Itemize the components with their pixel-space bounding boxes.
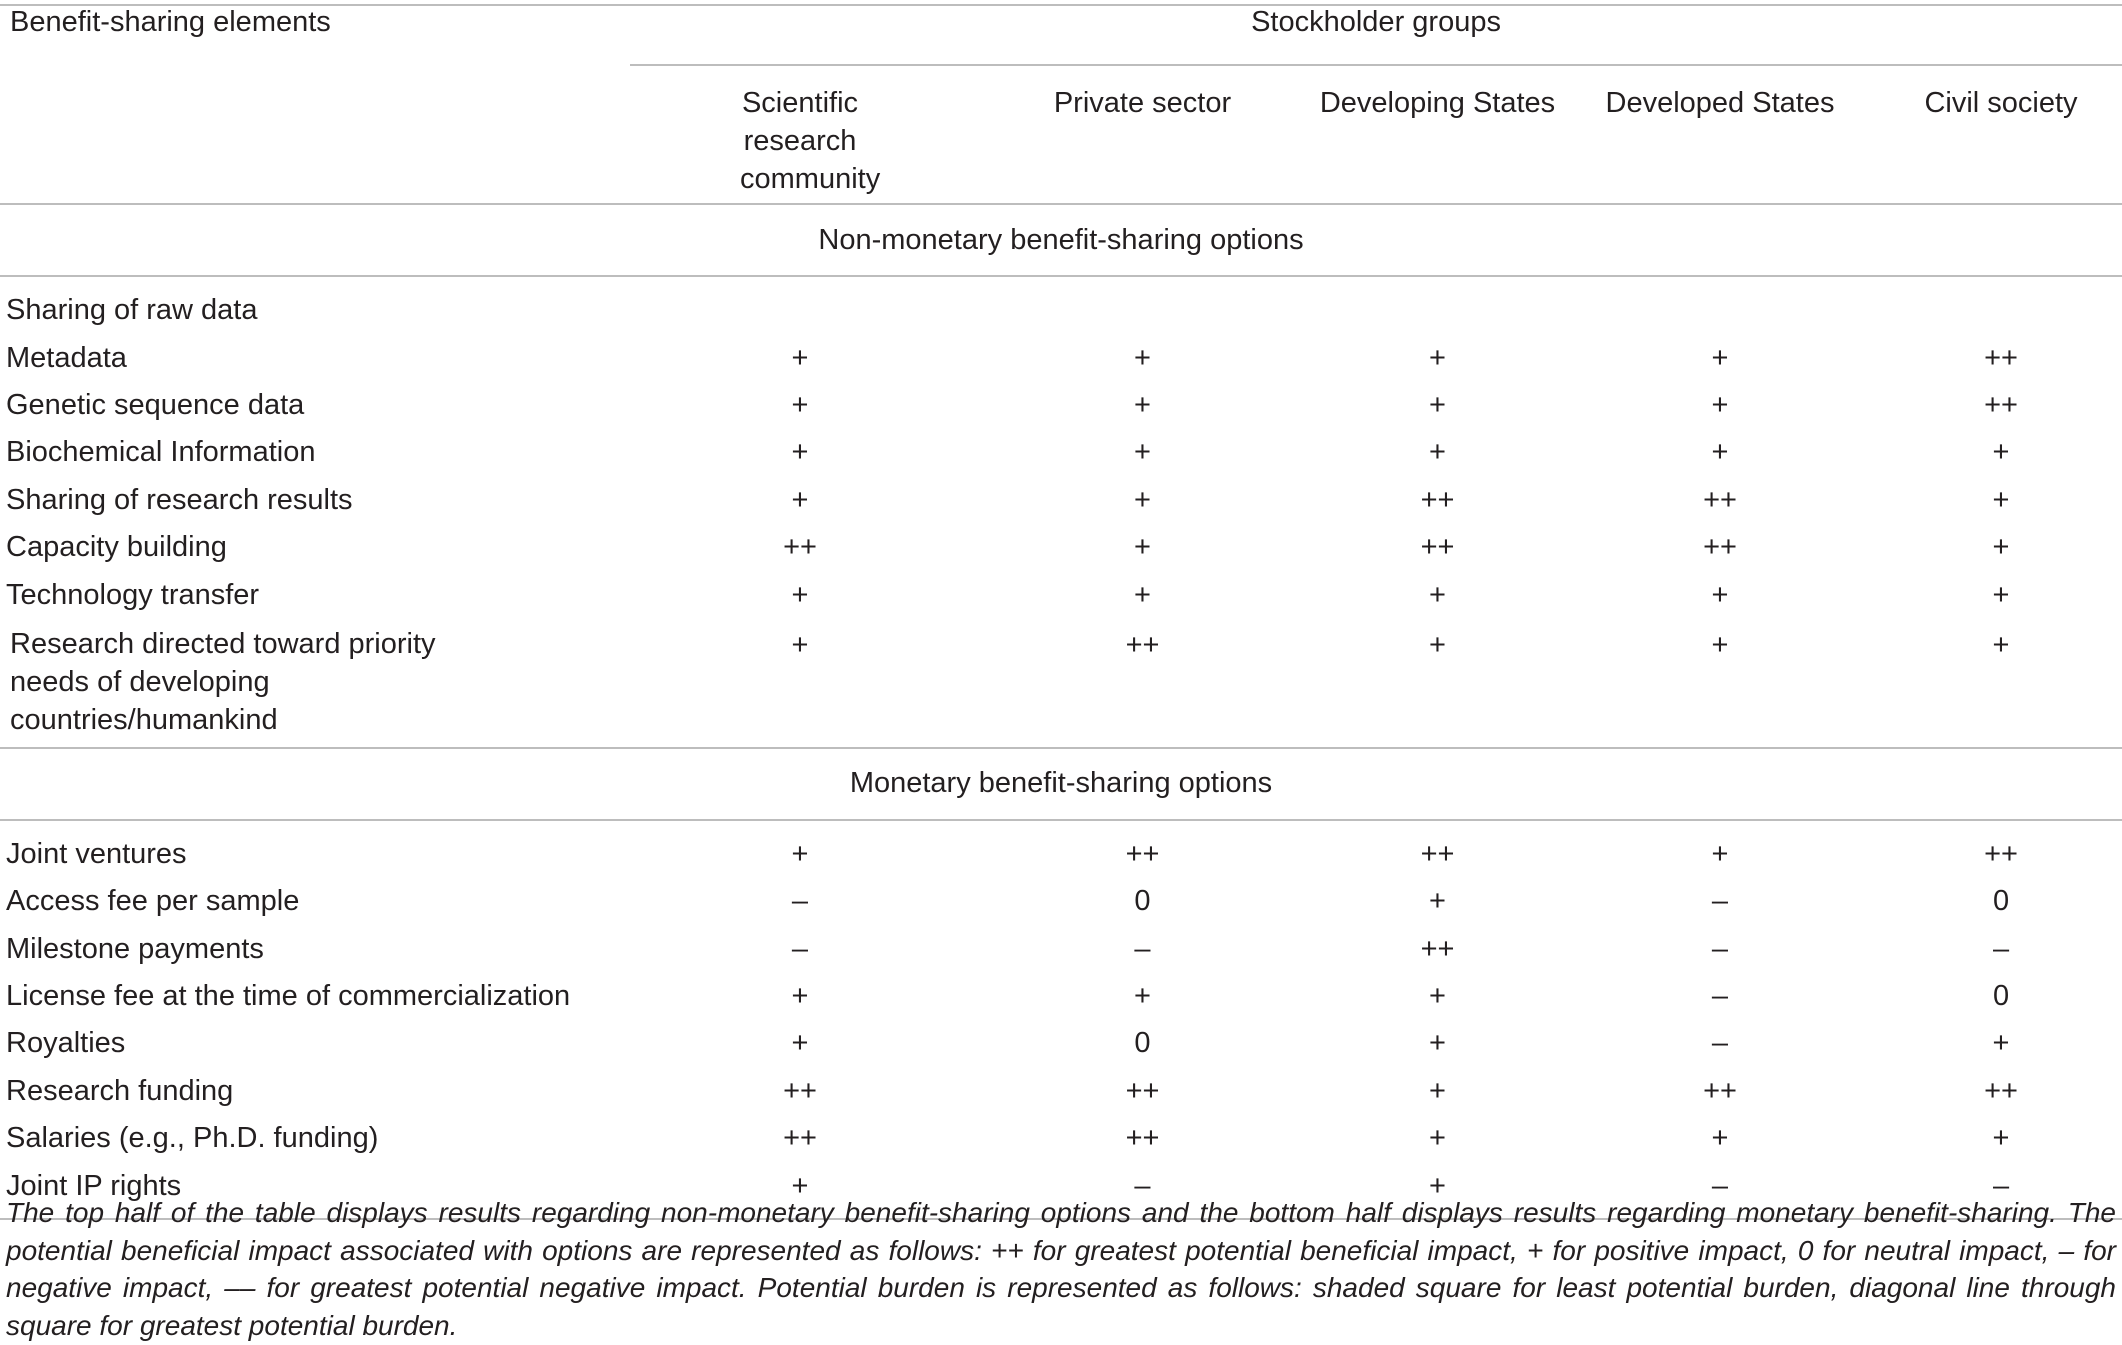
column-header-scientific-research-community: Scientific research community bbox=[740, 87, 881, 195]
table-row bbox=[0, 382, 2122, 429]
impact-cell: + bbox=[1134, 531, 1151, 564]
impact-cell: ++ bbox=[1984, 837, 2018, 870]
row-label: Milestone payments bbox=[6, 932, 264, 965]
row-label: Sharing of raw data bbox=[6, 294, 258, 327]
impact-cell: – bbox=[1711, 980, 1729, 1013]
row-label: Genetic sequence data bbox=[6, 388, 305, 421]
impact-cell: + bbox=[1711, 837, 1729, 870]
impact-cell: ++ bbox=[1125, 628, 1160, 661]
section-title: Non-monetary benefit-sharing options bbox=[0, 204, 2122, 276]
impact-cell: + bbox=[630, 1162, 970, 1218]
row-label: Salaries (e.g., Ph.D. funding) bbox=[6, 1122, 379, 1155]
impact-cell: + bbox=[1134, 388, 1151, 421]
impact-cell: – bbox=[1134, 932, 1151, 965]
impact-cell: + bbox=[1992, 1027, 2010, 1060]
impact-cell: ++ bbox=[1420, 837, 1455, 870]
impact-cell: + bbox=[1429, 578, 1446, 611]
impact-cell: 0 bbox=[1992, 980, 2010, 1013]
table-row bbox=[0, 973, 2122, 1020]
impact-cell: + bbox=[1429, 436, 1446, 469]
impact-cell: + bbox=[1711, 628, 1729, 661]
impact-cell: + bbox=[1315, 1162, 1560, 1218]
table-row bbox=[0, 477, 2122, 524]
impact-cell bbox=[1315, 276, 1560, 334]
impact-cell: + bbox=[791, 1027, 809, 1060]
header-spacer bbox=[0, 84, 630, 204]
impact-cell: + bbox=[1134, 483, 1151, 516]
table-row bbox=[0, 1068, 2122, 1115]
benefit-sharing-table bbox=[0, 4, 2122, 1220]
impact-cell: + bbox=[1992, 436, 2010, 469]
impact-cell: ++ bbox=[1125, 837, 1160, 870]
impact-cell: – bbox=[1711, 932, 1729, 965]
section-header-row bbox=[0, 204, 2122, 276]
impact-cell: ++ bbox=[1420, 531, 1455, 564]
impact-cell: – bbox=[1560, 1162, 1880, 1218]
impact-cell: + bbox=[1134, 980, 1151, 1013]
table-row bbox=[0, 878, 2122, 925]
impact-cell: ++ bbox=[783, 1122, 817, 1155]
impact-cell: – bbox=[791, 932, 809, 965]
impact-cell: ++ bbox=[1703, 483, 1737, 516]
impact-cell: + bbox=[1711, 341, 1729, 374]
impact-cell: ++ bbox=[1420, 932, 1455, 965]
column-header-developed-states: Developed States bbox=[1605, 87, 1835, 119]
impact-cell: + bbox=[1992, 531, 2010, 564]
groups-header-label: Stockholder groups bbox=[1251, 6, 1501, 38]
elements-header: Benefit-sharing elements bbox=[10, 6, 331, 38]
table-row bbox=[0, 524, 2122, 571]
impact-cell: ++ bbox=[1703, 1074, 1737, 1107]
impact-cell: + bbox=[791, 483, 809, 516]
impact-cell: + bbox=[1992, 1122, 2010, 1155]
impact-cell: + bbox=[1429, 1027, 1446, 1060]
impact-cell: ++ bbox=[1984, 1074, 2018, 1107]
groups-header-underline bbox=[630, 6, 2122, 66]
impact-cell: ++ bbox=[1984, 388, 2018, 421]
table-row bbox=[0, 1115, 2122, 1162]
column-header-private-sector: Private sector bbox=[1053, 87, 1232, 119]
impact-cell: ++ bbox=[1420, 483, 1455, 516]
column-header-civil-society: Civil society bbox=[1924, 87, 2078, 119]
impact-cell: + bbox=[1711, 1122, 1729, 1155]
impact-cell: + bbox=[1429, 980, 1446, 1013]
impact-cell: + bbox=[1711, 578, 1729, 611]
row-label: Sharing of research results bbox=[6, 483, 353, 516]
impact-cell: ++ bbox=[1703, 531, 1737, 564]
impact-cell: + bbox=[1992, 578, 2010, 611]
impact-cell: + bbox=[1134, 341, 1151, 374]
table-row bbox=[0, 926, 2122, 973]
impact-cell: ++ bbox=[783, 1074, 817, 1107]
row-label: Biochemical Information bbox=[6, 436, 316, 469]
impact-cell: – bbox=[791, 885, 809, 918]
row-label: Metadata bbox=[6, 341, 127, 374]
impact-cell: ++ bbox=[1125, 1122, 1160, 1155]
impact-cell: + bbox=[1711, 388, 1729, 421]
row-label: Joint ventures bbox=[6, 837, 187, 870]
impact-cell bbox=[630, 276, 970, 334]
row-label: Royalties bbox=[6, 1027, 126, 1060]
section-title: Monetary benefit-sharing options bbox=[0, 748, 2122, 820]
impact-cell: ++ bbox=[1125, 1074, 1160, 1107]
impact-cell: + bbox=[1992, 628, 2010, 661]
row-label: License fee at the time of commercialization bbox=[6, 980, 571, 1013]
table-row bbox=[0, 429, 2122, 476]
impact-cell: ++ bbox=[783, 531, 817, 564]
row-label: Joint IP rights bbox=[0, 1162, 630, 1218]
impact-cell: + bbox=[1134, 578, 1151, 611]
section-header-row bbox=[0, 748, 2122, 820]
impact-cell: + bbox=[791, 980, 809, 1013]
impact-cell: + bbox=[1134, 436, 1151, 469]
column-header-developing-states: Developing States bbox=[1319, 87, 1556, 119]
row-label: Access fee per sample bbox=[6, 885, 300, 918]
impact-cell: + bbox=[791, 341, 809, 374]
impact-cell: + bbox=[1429, 388, 1446, 421]
header-row-columns bbox=[0, 84, 2122, 204]
impact-cell: – bbox=[1880, 1162, 2122, 1218]
impact-cell: – bbox=[1711, 1027, 1729, 1060]
impact-cell bbox=[1560, 276, 1880, 334]
row-label: Capacity building bbox=[6, 531, 227, 564]
table-row bbox=[0, 619, 2122, 748]
impact-cell: – bbox=[970, 1162, 1315, 1218]
impact-cell: + bbox=[1429, 628, 1446, 661]
impact-cell: + bbox=[1711, 436, 1729, 469]
impact-cell: ++ bbox=[1984, 341, 2018, 374]
table-row bbox=[0, 571, 2122, 618]
header-row-top bbox=[0, 5, 2122, 84]
impact-cell: 0 bbox=[1992, 885, 2010, 918]
impact-cell bbox=[1880, 276, 2122, 334]
impact-cell: + bbox=[791, 628, 809, 661]
impact-cell: + bbox=[1429, 885, 1446, 918]
impact-cell: + bbox=[1429, 1074, 1446, 1107]
row-label: Technology transfer bbox=[6, 578, 260, 611]
impact-cell bbox=[970, 276, 1315, 334]
table-row bbox=[0, 1020, 2122, 1067]
table-row bbox=[0, 334, 2122, 381]
table-body bbox=[0, 5, 2122, 1219]
groups-header bbox=[630, 5, 2122, 84]
impact-cell: + bbox=[791, 388, 809, 421]
impact-cell: + bbox=[791, 578, 809, 611]
row-label: Research directed toward priority needs of developing countries/humankind bbox=[10, 627, 436, 736]
impact-cell: 0 bbox=[1134, 1027, 1151, 1060]
table-row bbox=[0, 276, 2122, 334]
impact-cell: – bbox=[1992, 932, 2010, 965]
table-row bbox=[0, 820, 2122, 878]
impact-cell: + bbox=[791, 436, 809, 469]
impact-cell: + bbox=[1429, 1122, 1446, 1155]
table-caption: The top half of the table displays results regarding non-monetary benefit-sharing options and the bottom half displays results regarding monetary benefit-sharing. The potential beneficial impact associated with options are represented as follows: ++ for greatest potential beneficial impact, + for positive impact, 0 for neutral impact, – for negative impact, –– for greatest potential negative impact. Potential burden is represented as follows: shaded square for least potential burden, diagonal line through square for greatest potential burden. bbox=[6, 1197, 2116, 1341]
impact-cell: – bbox=[1711, 885, 1729, 918]
impact-cell: 0 bbox=[1134, 885, 1151, 918]
impact-cell: + bbox=[1429, 341, 1446, 374]
row-label: Research funding bbox=[6, 1074, 234, 1107]
impact-cell: + bbox=[1992, 483, 2010, 516]
impact-cell: + bbox=[791, 837, 809, 870]
